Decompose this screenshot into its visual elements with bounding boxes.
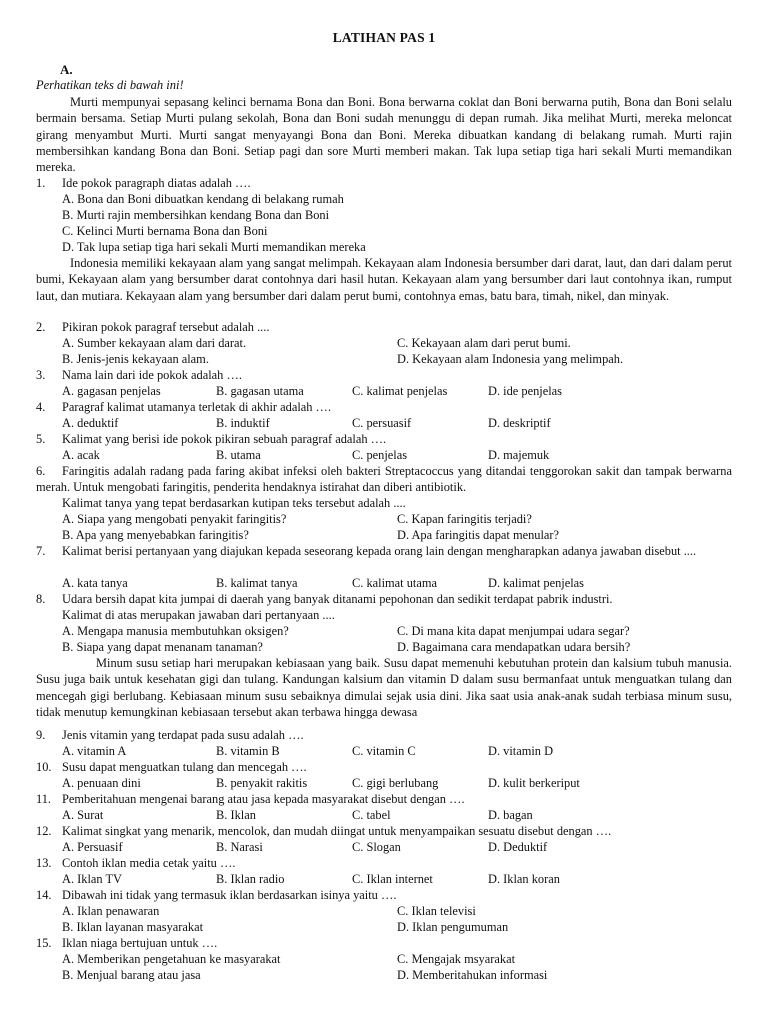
instruction-text: Perhatikan teks di bawah ini!: [36, 78, 184, 92]
q7-option-c[interactable]: C. kalimat utama: [352, 576, 437, 590]
question-text: Kalimat yang berisi ide pokok pikiran sebuah paragraf adalah ….: [62, 432, 387, 446]
question-12: [36, 823, 732, 839]
q2-option-a[interactable]: A. Sumber kekayaan alam dari darat.: [62, 336, 247, 350]
section-label: A.: [60, 62, 73, 77]
question-text: Nama lain dari ide pokok adalah ….: [62, 368, 242, 382]
q13-option-b[interactable]: B. Iklan radio: [216, 872, 285, 886]
question-text: Dibawah ini tidak yang termasuk iklan berdasarkan isinya yaitu ….: [62, 888, 397, 902]
q14-option-d[interactable]: D. Iklan pengumuman: [397, 920, 509, 934]
q5-option-d[interactable]: D. majemuk: [488, 448, 550, 462]
q4-option-c[interactable]: C. persuasif: [352, 416, 412, 430]
q14-option-a[interactable]: A. Iklan penawaran: [62, 904, 160, 918]
q4-option-b[interactable]: B. induktif: [216, 416, 270, 430]
q14-option-c[interactable]: C. Iklan televisi: [397, 904, 476, 918]
q15-option-b[interactable]: B. Menjual barang atau jasa: [62, 968, 201, 982]
q7-option-d[interactable]: D. kalimat penjelas: [488, 576, 584, 590]
question-4: [36, 399, 732, 415]
q3-option-c[interactable]: C. kalimat penjelas: [352, 384, 448, 398]
question-14: [36, 887, 732, 903]
q12-option-c[interactable]: C. Slogan: [352, 840, 401, 854]
q11-option-d[interactable]: D. bagan: [488, 808, 533, 822]
question-number: 1.: [36, 176, 46, 190]
question-text: Kalimat singkat yang menarik, mencolok, dan mudah diingat untuk menyampaikan sesuatu disebut dengan ….: [62, 824, 612, 838]
question-13: [36, 855, 732, 871]
question-text: Contoh iklan media cetak yaitu ….: [62, 856, 236, 870]
q6-prompt: Kalimat tanya yang tepat berdasarkan kutipan teks tersebut adalah ....: [62, 496, 406, 510]
q3-option-a[interactable]: A. gagasan penjelas: [62, 384, 161, 398]
q10-option-c[interactable]: C. gigi berlubang: [352, 776, 439, 790]
q6-option-c[interactable]: C. Kapan faringitis terjadi?: [397, 512, 532, 526]
q11-option-b[interactable]: B. Iklan: [216, 808, 256, 822]
q1-option-b[interactable]: B. Murti rajin membersihkan kendang Bona dan Boni: [62, 208, 330, 222]
q7-option-b[interactable]: B. kalimat tanya: [216, 576, 298, 590]
question-number: 7.: [36, 544, 46, 558]
reading-passage-2: Indonesia memiliki kekayaan alam yang sangat melimpah. Kekayaan alam Indonesia bersumber dari darat, laut, dan dari dalam perut bumi, Kekayaan alam yang bersumber darat contohnya dari hasil hutan. Kekayaan alam yang bersumber dari laut contohnya ikan, rumput laut, dan mutiara. Kekayaan alam yang bersumber dari dalam perut bumi, contohnya emas, batu bara, timah, nikel, dan minyak.: [36, 256, 732, 303]
question-number: 8.: [36, 592, 46, 606]
q3-option-d[interactable]: D. ide penjelas: [488, 384, 562, 398]
q5-option-c[interactable]: C. penjelas: [352, 448, 408, 462]
q10-option-b[interactable]: B. penyakit rakitis: [216, 776, 308, 790]
q10-option-d[interactable]: D. kulit berkeriput: [488, 776, 580, 790]
question-text: Udara bersih dapat kita jumpai di daerah yang banyak ditanami pepohonan dan sedikit terdapat pabrik industri.: [62, 592, 613, 606]
question-6: [36, 463, 732, 496]
q12-option-b[interactable]: B. Narasi: [216, 840, 263, 854]
question-text: Susu dapat menguatkan tulang dan mencegah ….: [62, 760, 307, 774]
q8-option-d[interactable]: D. Bagaimana cara mendapatkan udara bersih?: [397, 640, 631, 654]
q11-option-a[interactable]: A. Surat: [62, 808, 104, 822]
q13-option-a[interactable]: A. Iklan TV: [62, 872, 122, 886]
q5-option-b[interactable]: B. utama: [216, 448, 261, 462]
q9-option-a[interactable]: A. vitamin A: [62, 744, 127, 758]
q1-option-a[interactable]: A. Bona dan Boni dibuatkan kendang di belakang rumah: [62, 192, 344, 206]
question-5: [36, 431, 732, 447]
question-10: [36, 759, 732, 775]
q10-option-a[interactable]: A. penuaan dini: [62, 776, 141, 790]
q9-option-c[interactable]: C. vitamin C: [352, 744, 416, 758]
question-text: Faringitis adalah radang pada faring akibat infeksi oleh bakteri Streptacoccus yang ditandai tenggorokan sakit dan tampak berwarna merah. Untuk mengobati faringitis, penderita hendaknya istirahat dan diberi antibiotik.: [36, 464, 732, 495]
q14-option-b[interactable]: B. Iklan layanan masyarakat: [62, 920, 204, 934]
question-7: [36, 543, 732, 559]
question-text: Pikiran pokok paragraf tersebut adalah ....: [62, 320, 270, 334]
page-title: LATIHAN PAS 1: [332, 30, 436, 45]
question-2: [36, 319, 732, 335]
question-8: [36, 591, 732, 607]
q13-option-c[interactable]: C. Iklan internet: [352, 872, 433, 886]
q12-option-a[interactable]: A. Persuasif: [62, 840, 123, 854]
question-number: 5.: [36, 432, 46, 446]
question-text: Ide pokok paragraph diatas adalah ….: [62, 176, 251, 190]
q15-option-a[interactable]: A. Memberikan pengetahuan ke masyarakat: [62, 952, 281, 966]
q13-option-d[interactable]: D. Iklan koran: [488, 872, 560, 886]
question-9: [36, 727, 732, 743]
question-text: Kalimat berisi pertanyaan yang diajukan kepada seseorang kepada orang lain dengan mengharapkan adanya jawaban disebut ....: [62, 544, 697, 558]
question-number: 10.: [36, 760, 52, 774]
q6-option-d[interactable]: D. Apa faringitis dapat menular?: [397, 528, 560, 542]
question-number: 15.: [36, 936, 52, 950]
question-number: 6.: [36, 464, 46, 478]
question-number: 9.: [36, 728, 46, 742]
q4-option-d[interactable]: D. deskriptif: [488, 416, 551, 430]
q12-option-d[interactable]: D. Deduktif: [488, 840, 548, 854]
question-number: 12.: [36, 824, 52, 838]
question-number: 3.: [36, 368, 46, 382]
question-text: Iklan niaga bertujuan untuk ….: [62, 936, 218, 950]
question-15: [36, 935, 732, 951]
question-text: Paragraf kalimat utamanya terletak di akhir adalah ….: [62, 400, 332, 414]
q6-option-b[interactable]: B. Apa yang menyebabkan faringitis?: [62, 528, 249, 542]
q15-option-d[interactable]: D. Memberitahukan informasi: [397, 968, 548, 982]
question-text: Pemberitahuan mengenai barang atau jasa kepada masyarakat disebut dengan ….: [62, 792, 465, 806]
question-3: [36, 367, 732, 383]
q2-option-b[interactable]: B. Jenis-jenis kekayaan alam.: [62, 352, 209, 366]
q8-prompt: Kalimat di atas merupakan jawaban dari pertanyaan ....: [62, 608, 335, 622]
question-number: 11.: [36, 792, 52, 806]
q9-option-b[interactable]: B. vitamin B: [216, 744, 280, 758]
reading-passage-3: Minum susu setiap hari merupakan kebiasaan yang baik. Susu dapat memenuhi kebutuhan protein dan kalsium tubuh manusia. Susu juga baik untuk kesehatan gigi dan tulang. Kandungan kalsium dan vitamin D dalam susu bermanfaat untuk menguatkan tulang dan mencegah gigi berlubang. Kebiasaan minum susu sebaiknya dimulai sejak usia dini. Jika saat usia anak-anak sudah terbiasa minum susu, tidak menutup kemungkinan kebiasaan tersebut akan terbawa hingga dewasa: [36, 656, 732, 719]
q2-option-d[interactable]: D. Kekayaan alam Indonesia yang melimpah.: [397, 352, 624, 366]
question-text: Jenis vitamin yang terdapat pada susu adalah ….: [62, 728, 304, 742]
q6-option-a[interactable]: A. Siapa yang mengobati penyakit faringitis?: [62, 512, 287, 526]
question-number: 2.: [36, 320, 46, 334]
question-1: [36, 175, 732, 191]
q7-option-a[interactable]: A. kata tanya: [62, 576, 128, 590]
question-number: 14.: [36, 888, 52, 902]
reading-passage-1: Murti mempunyai sepasang kelinci bernama Bona dan Boni. Bona berwarna coklat dan Boni berwarna putih, Bona dan Boni selalu bermain bersama. Setiap Murti pulang sekolah, Bona dan Boni sudah menunggu di depan rumah. Jika melihat Murti, mereka meloncat girang menyambut Murti. Murti sangat menyayangi Bona dan Boni. Mereka dibuatkan kandang di belakang rumah. Murti rajin membersihkan kandang Bona dan Boni. Setiap pagi dan sore Murti memberi makan. Tak lupa setiap tiga hari sekali Murti memandikan mereka.: [36, 95, 732, 175]
q3-option-b[interactable]: B. gagasan utama: [216, 384, 304, 398]
q2-option-c[interactable]: C. Kekayaan alam dari perut bumi.: [397, 336, 571, 350]
question-11: [36, 791, 732, 807]
q1-option-c[interactable]: C. Kelinci Murti bernama Bona dan Boni: [62, 224, 268, 238]
q8-option-c[interactable]: C. Di mana kita dapat menjumpai udara segar?: [397, 624, 630, 638]
q15-option-c[interactable]: C. Mengajak msyarakat: [397, 952, 516, 966]
question-number: 13.: [36, 856, 52, 870]
q4-option-a[interactable]: A. deduktif: [62, 416, 119, 430]
q5-option-a[interactable]: A. acak: [62, 448, 100, 462]
question-number: 4.: [36, 400, 46, 414]
q11-option-c[interactable]: C. tabel: [352, 808, 391, 822]
q8-option-b[interactable]: B. Siapa yang dapat menanam tanaman?: [62, 640, 263, 654]
q1-option-d[interactable]: D. Tak lupa setiap tiga hari sekali Murti memandikan mereka: [62, 240, 366, 254]
q9-option-d[interactable]: D. vitamin D: [488, 744, 554, 758]
q8-option-a[interactable]: A. Mengapa manusia membutuhkan oksigen?: [62, 624, 289, 638]
